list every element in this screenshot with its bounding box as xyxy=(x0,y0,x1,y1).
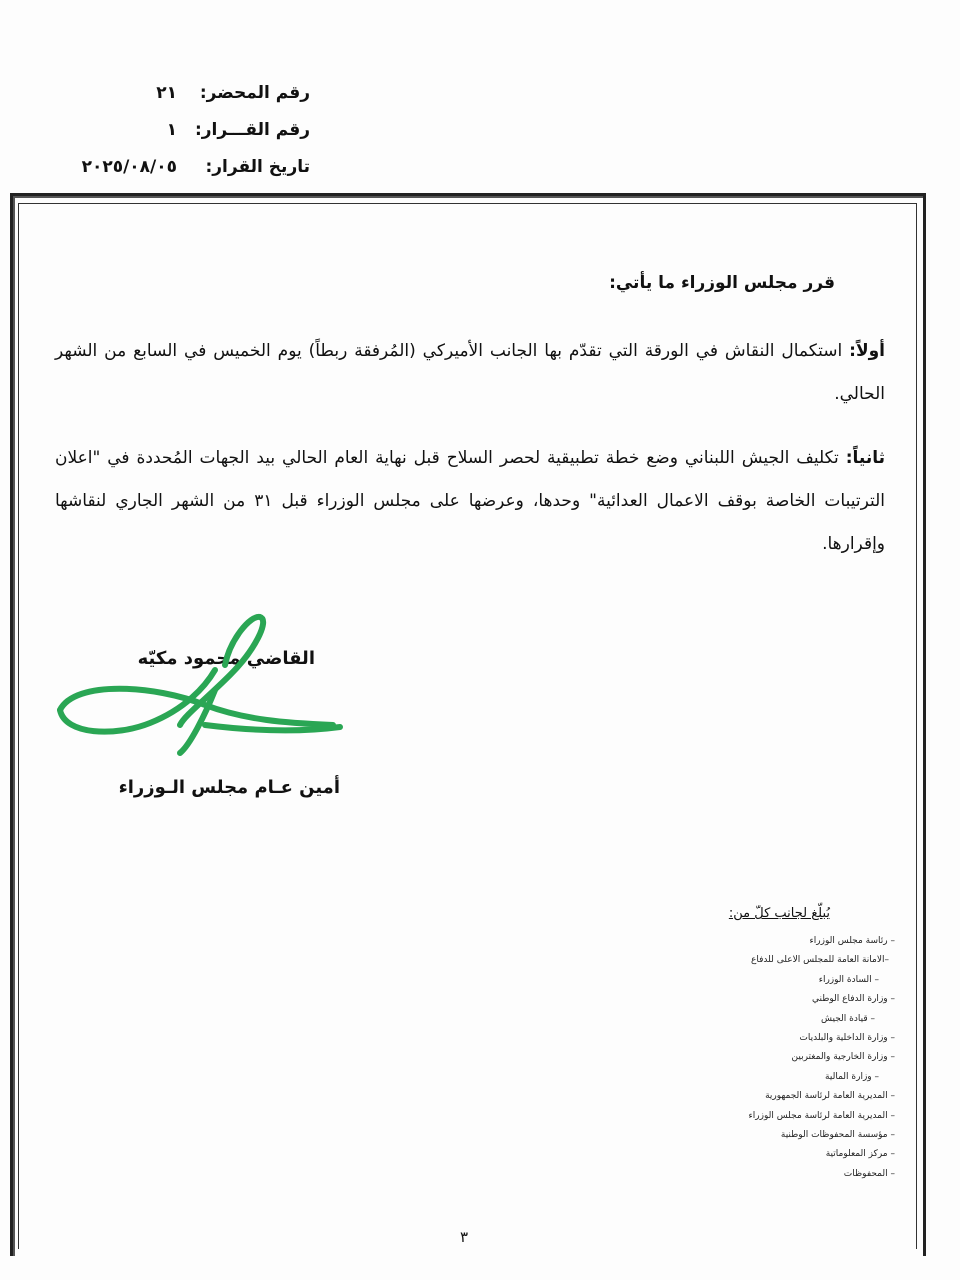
distribution-heading: يُبلّغ لجانب كلّ من: xyxy=(728,906,830,921)
decision-date-label: تاريخ القرار: xyxy=(205,157,310,177)
decision-date-row xyxy=(82,157,310,177)
distribution-item: – وزارة الدفاع الوطني xyxy=(812,994,895,1005)
decision-number-row xyxy=(167,120,310,140)
signatory-name: القاضي محمود مكيّه xyxy=(137,648,315,669)
first-text: استكمال النقاش في الورقة التي تقدّم بها الجانب الأميركي (المُرفقة ربطاً) يوم الخميس في السابع من الشهر الحالي. xyxy=(55,341,885,404)
decision-intro xyxy=(235,262,835,305)
distribution-item: –الامانة العامة للمجلس الاعلى للدفاع xyxy=(751,955,889,966)
distribution-item: – مؤسسة المحفوظات الوطنية xyxy=(780,1130,895,1141)
handwritten-signature xyxy=(55,605,355,765)
distribution-item: – وزارة الخارجية والمغتربين xyxy=(791,1052,895,1063)
decision-intro-text: قرر مجلس الوزراء ما يأتي: xyxy=(609,273,835,293)
distribution-item: – مركز المعلوماتية xyxy=(825,1149,895,1160)
decision-date-value: ٢٠٢٥/٠٨/٠٥ xyxy=(81,157,177,177)
distribution-item: – السادة الوزراء xyxy=(818,974,879,985)
distribution-item: – المديرية العامة لرئاسة الجمهورية xyxy=(765,1091,895,1102)
signatory-title: أمين عـام مجلس الـوزراء xyxy=(118,777,340,798)
second-text: تكليف الجيش اللبناني وضع خطة تطبيقية لحصر السلاح قبل نهاية العام الحالي بيد الجهات المُحددة في "اعلان الترتيبات الخاصة بوقف الاعمال العدائية" وحدها، وعرضها على مجلس الوزراء قبل ٣١ من الشهر الجاري لنقاشها وإقرارها. xyxy=(55,448,885,554)
decision-second-paragraph xyxy=(55,437,885,566)
decision-number-label: رقم القـــرار: xyxy=(194,120,310,140)
minutes-number-row xyxy=(156,83,310,103)
distribution-item: – وزارة الداخلية والبلديات xyxy=(799,1033,895,1044)
decision-first-paragraph xyxy=(55,330,885,416)
distribution-item: – المحفوظات xyxy=(843,1168,895,1179)
second-lead: ثانياً: xyxy=(845,448,885,468)
first-lead: أولاً: xyxy=(849,341,885,361)
distribution-item: – وزارة المالية xyxy=(825,1071,879,1082)
distribution-item: – قيادة الجيش xyxy=(821,1013,875,1024)
minutes-number-label: رقم المحضر: xyxy=(199,83,310,103)
minutes-number-value: ٢١ xyxy=(156,83,177,103)
page-number: ٣ xyxy=(460,1228,469,1246)
distribution-item: – رئاسة مجلس الوزراء xyxy=(809,936,895,946)
decision-number-value: ١ xyxy=(166,120,177,140)
distribution-list xyxy=(749,932,895,1184)
distribution-item: – المديرية العامة لرئاسة مجلس الوزراء xyxy=(748,1110,895,1121)
